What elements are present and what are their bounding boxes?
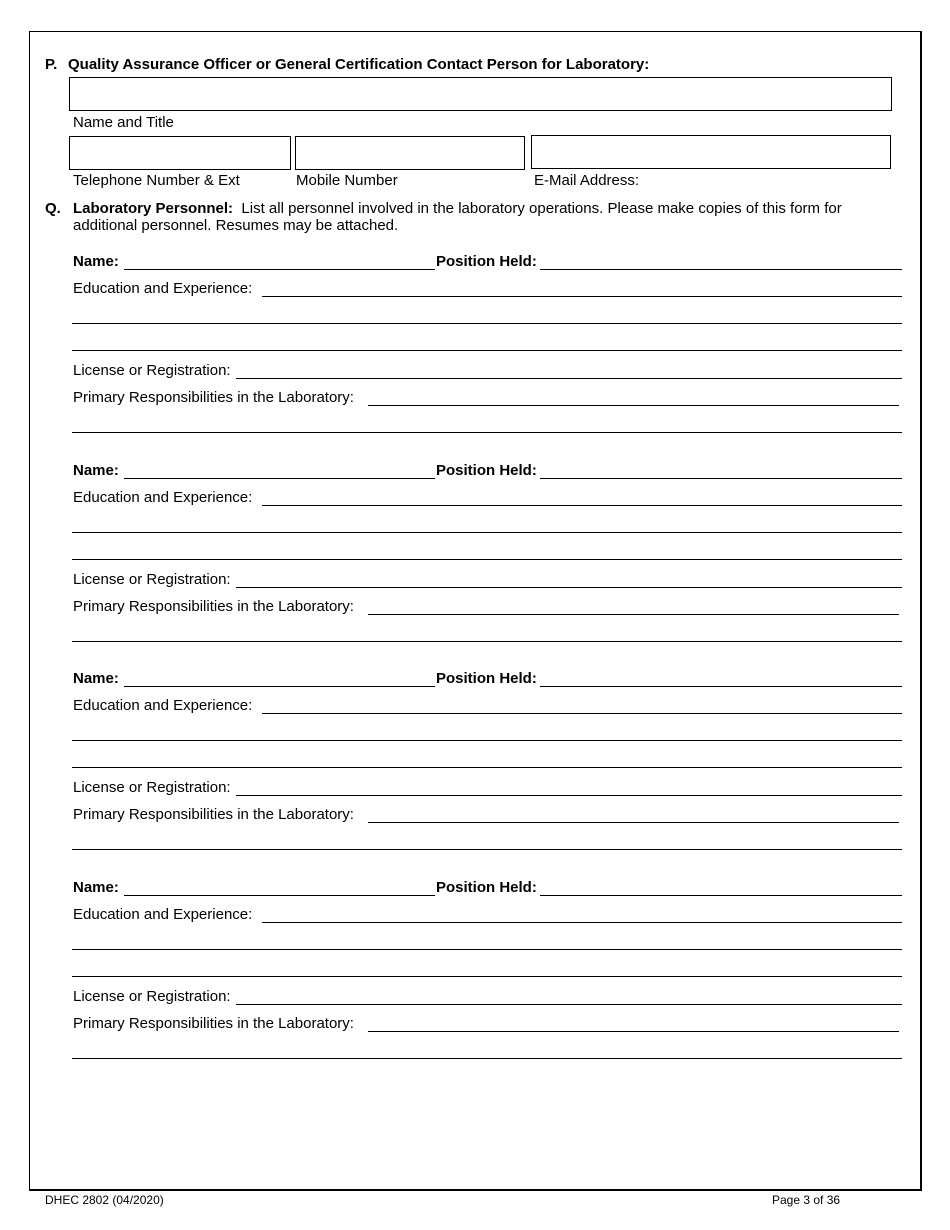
name-label: Name: [73, 461, 119, 479]
education-line-extra[interactable] [72, 350, 902, 351]
education-line-extra[interactable] [72, 559, 902, 560]
license-line[interactable] [236, 795, 902, 796]
responsibilities-label: Primary Responsibilities in the Laboratory: [73, 389, 354, 406]
position-line[interactable] [540, 686, 902, 687]
education-line-extra[interactable] [72, 740, 902, 741]
name-title-field[interactable] [69, 77, 892, 111]
responsibilities-line[interactable] [368, 614, 899, 615]
license-label: License or Registration: [73, 362, 231, 379]
license-label: License or Registration: [73, 570, 231, 588]
name-title-label: Name and Title [73, 114, 174, 131]
education-label: Education and Experience: [73, 906, 253, 924]
education-line[interactable] [262, 505, 902, 506]
name-label: Name: [73, 253, 119, 270]
education-line-extra[interactable] [72, 767, 902, 768]
section-q-title: Laboratory Personnel: [73, 200, 234, 217]
position-label: Position Held: [436, 670, 537, 688]
section-p-title: Quality Assurance Officer or General Certification Contact Person for Laboratory: [68, 56, 650, 73]
email-label: E-Mail Address: [534, 172, 640, 189]
education-line-extra[interactable] [72, 532, 902, 533]
position-line[interactable] [540, 478, 902, 479]
responsibilities-line-extra[interactable] [72, 849, 902, 850]
education-line[interactable] [262, 296, 902, 297]
education-label: Education and Experience: [73, 488, 253, 506]
responsibilities-line-extra[interactable] [72, 432, 902, 433]
position-line[interactable] [540, 895, 902, 896]
name-line[interactable] [124, 269, 435, 270]
section-q-intro [73, 200, 842, 218]
responsibilities-line-extra[interactable] [72, 641, 902, 642]
section-q-intro-line1: List all personnel involved in the laboratory operations. Please make copies of this form for [241, 200, 842, 217]
name-line[interactable] [124, 686, 435, 687]
section-p-letter: P. [45, 56, 58, 73]
position-line[interactable] [540, 269, 902, 270]
section-q-intro-line2: additional personnel. Resumes may be attached. [73, 217, 399, 234]
education-label: Education and Experience: [73, 697, 253, 715]
name-label: Name: [73, 879, 119, 897]
education-line-extra[interactable] [72, 949, 902, 950]
position-label: Position Held: [436, 879, 537, 897]
responsibilities-label: Primary Responsibilities in the Laboratory: [73, 806, 354, 824]
page-number: Page 3 of 36 [772, 1193, 841, 1207]
position-label: Position Held: [436, 253, 537, 270]
mobile-label: Mobile Number [296, 172, 398, 189]
education-line-extra[interactable] [72, 976, 902, 977]
name-label: Name: [73, 670, 119, 688]
email-field[interactable] [531, 135, 891, 169]
education-label: Education and Experience: [73, 280, 253, 297]
license-label: License or Registration: [73, 988, 231, 1006]
responsibilities-label: Primary Responsibilities in the Laboratory: [73, 1015, 354, 1033]
responsibilities-line[interactable] [368, 1031, 899, 1032]
telephone-field[interactable] [69, 136, 291, 170]
mobile-field[interactable] [295, 136, 525, 170]
education-line[interactable] [262, 713, 902, 714]
telephone-label: Telephone Number & Ext [73, 172, 240, 189]
license-line[interactable] [236, 378, 902, 379]
license-line[interactable] [236, 1004, 902, 1005]
responsibilities-line[interactable] [368, 822, 899, 823]
responsibilities-line-extra[interactable] [72, 1058, 902, 1059]
license-line[interactable] [236, 587, 902, 588]
form-id: DHEC 2802 (04/2020) [45, 1193, 164, 1207]
name-line[interactable] [124, 478, 435, 479]
license-label: License or Registration: [73, 779, 231, 797]
education-line-extra[interactable] [72, 323, 902, 324]
responsibilities-line[interactable] [368, 405, 899, 406]
position-label: Position Held: [436, 461, 537, 479]
responsibilities-label: Primary Responsibilities in the Laboratory: [73, 597, 354, 615]
name-line[interactable] [124, 895, 435, 896]
section-q-letter: Q. [45, 200, 61, 217]
education-line[interactable] [262, 922, 902, 923]
